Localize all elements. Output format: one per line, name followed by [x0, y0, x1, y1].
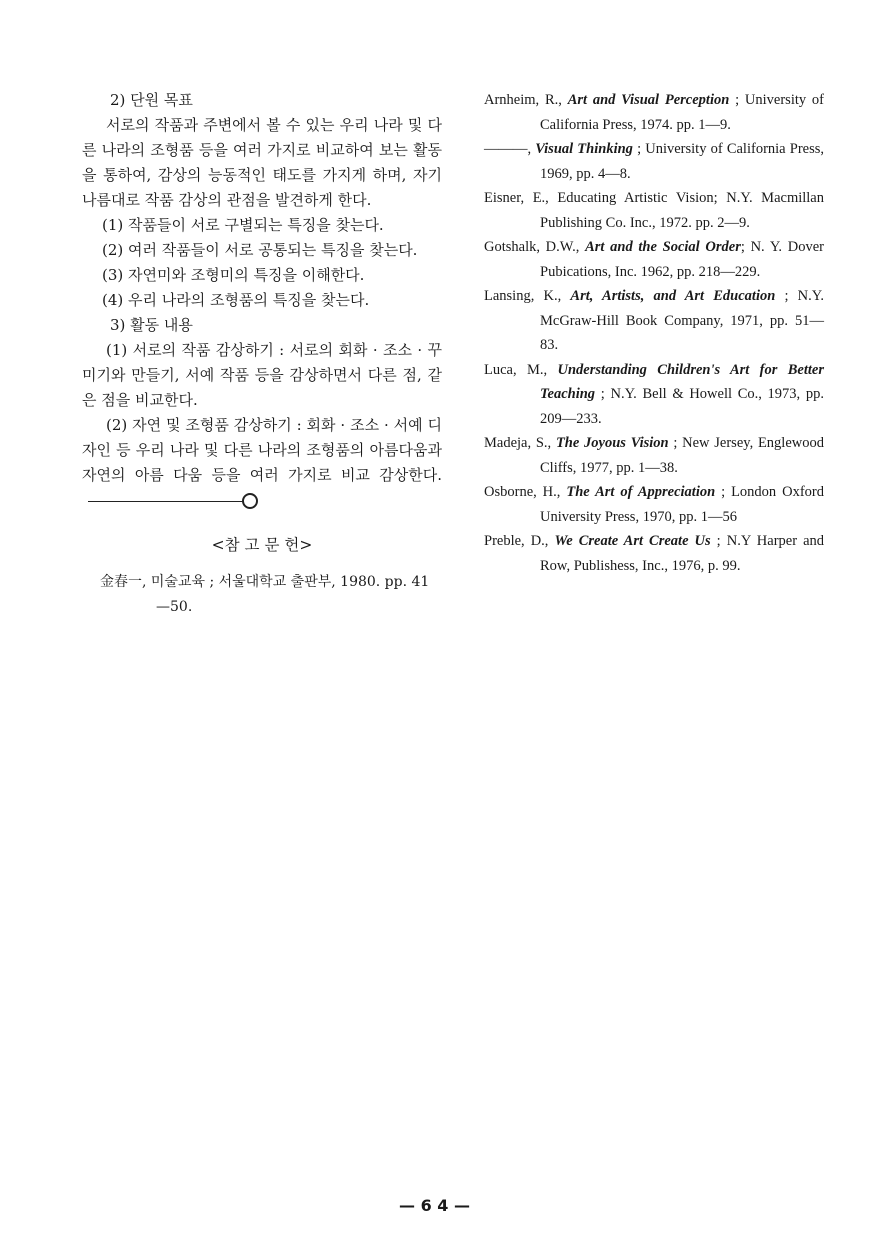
reference-item: Lansing, K., Art, Artists, and Art Education ; N.Y. McGraw-Hill Book Company, 1971, pp. 51—83.	[484, 288, 825, 353]
goal-item-4: (4) 우리 나라의 조형품의 특징을 찾는다.	[102, 291, 370, 309]
right-column	[484, 88, 824, 578]
reference-item: Osborne, H., The Art of Appreciation ; London Oxford University Press, 1970, pp. 1—56	[484, 484, 824, 525]
goal-text: 서로의 작품과 주변에서 볼 수 있는 우리 나라 및 다른 나라의 조형품 등을 여러 가지로 비교하여 보는 활동을 통하여, 감상의 능동적인 태도를 가지게 하며, 자기 나름대로 작품 감상의 관점을 발견하게 한다.	[82, 116, 442, 209]
goal-item-3: (3) 자연미와 조형미의 특징을 이해한다.	[102, 266, 365, 284]
reference-item: Arnheim, R., Art and Visual Perception ; University of California Press, 1974. pp. 1—9.	[484, 92, 824, 133]
activity-item-2-text: (2) 자연 및 조형품 감상하기 : 회화 · 조소 · 서예 디자인 등 우리 나라 및 다른 나라의 조형품의 아름다움과 자연의 아름 다움 등을 여러 가지로 비교 감상한다.	[82, 416, 442, 484]
goal-item-2: (2) 여러 작품들이 서로 공통되는 특징을 찾는다.	[102, 241, 418, 259]
left-column	[82, 88, 442, 620]
reference-item: Madeja, S., The Joyous Vision ; New Jersey, Englewood Cliffs, 1977, pp. 1—38.	[484, 435, 824, 476]
reference-item: Eisner, E., Educating Artistic Vision; N.Y. Macmillan Publishing Co. Inc., 1972. pp. 2—9.	[484, 190, 824, 231]
reference-item: Luca, M., Understanding Children's Art for Better Teaching ; N.Y. Bell & Howell Co., 1973, pp. 209—233.	[484, 361, 825, 427]
reference-item: Gotshalk, D.W., Art and the Social Order; N. Y. Dover Pubications, Inc. 1962, pp. 218—229.	[484, 239, 824, 280]
end-mark-line	[88, 501, 243, 502]
references-heading: <참 고 문 헌>	[211, 536, 313, 554]
reference-item: ———, Visual Thinking ; University of California Press, 1969, pp. 4—8.	[484, 141, 824, 182]
activity-item-1: (1) 서로의 작품 감상하기 : 서로의 회화 · 조소 · 꾸미기와 만들기, 서예 작품 등을 감상하면서 다른 점, 같은 점을 비교한다.	[82, 341, 442, 409]
goal-heading: 2) 단원 목표	[110, 91, 193, 109]
activity-heading: 3) 활동 내용	[110, 316, 193, 334]
goal-item-1: (1) 작품들이 서로 구별되는 특징을 찾는다.	[102, 216, 384, 234]
page-number: — 6 4 —	[399, 1196, 470, 1215]
reference-item: Preble, D., We Create Art Create Us ; N.Y Harper and Row, Publishess, Inc., 1976, p. 99.	[484, 533, 825, 574]
end-mark-circle-icon	[242, 493, 258, 509]
activity-item-2	[82, 413, 442, 513]
reference-korean: 金春一, 미술교육 ; 서울대학교 출판부, 1980. pp. 41—50.	[100, 574, 430, 615]
